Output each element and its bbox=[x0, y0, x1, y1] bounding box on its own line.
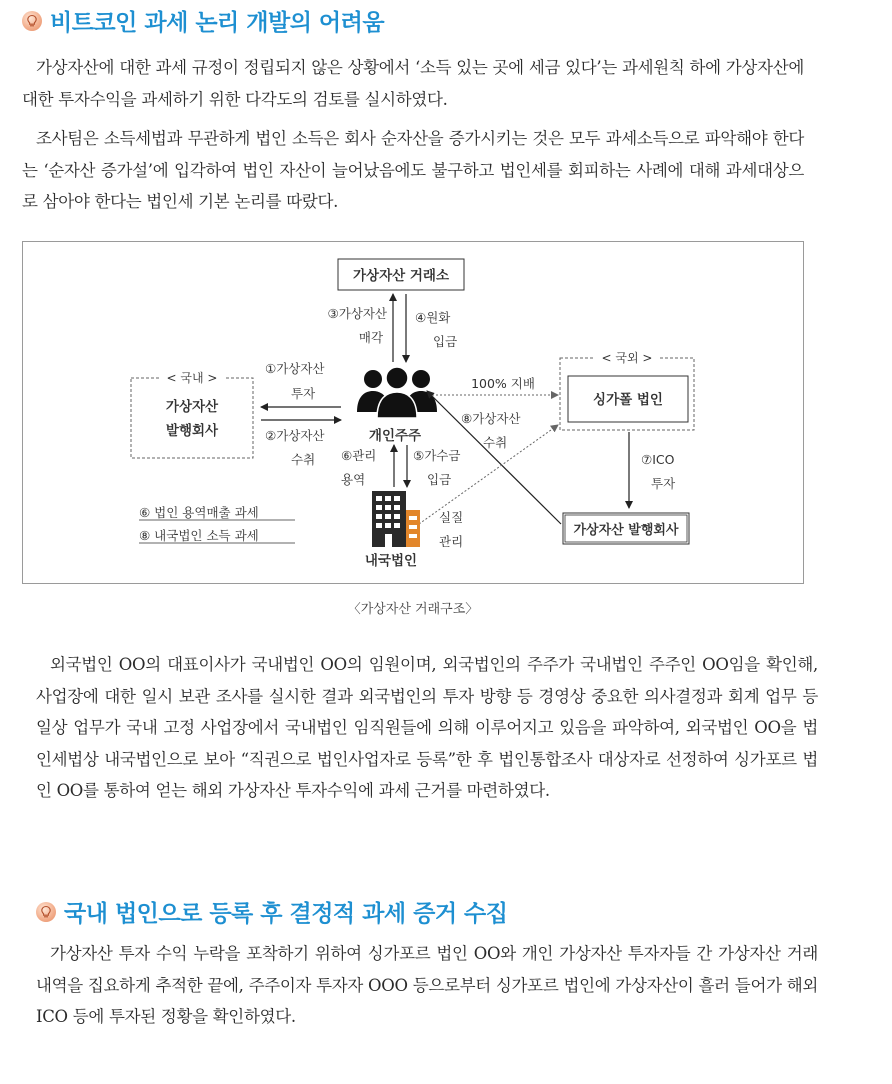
flow-8-line1: ⑧가상자산 bbox=[461, 411, 521, 426]
shareholder-label: 개인주주 bbox=[368, 428, 422, 444]
paragraph-foreign-corp: 외국법인 OO의 대표이사가 국내법인 OO의 임원이며, 외국법인의 주주가 국내법인 주주인 OO임을 확인해, 사업장에 대한 일시 보관 조사를 실시한 결과 외국법인의 투자 방향 등 경영상 중요한 의사결정과 회계 업무 등 일상 업무가 국내 고정 사업장에서 국내법인 임직원들에 의해 이루어지고 있음을 파악하여, 외국법인 OO을 법인세법상 내국법인으로 보아 “직권으로 법인사업자로 등록”한 후 법인통합조사 대상자로 선정하여 싱가포르 법인 OO를 통하여 얻는 해외 가상자산 투자수익에 과세 근거를 마련하였다. bbox=[36, 655, 818, 800]
domestic-corp-label: 내국법인 bbox=[364, 553, 418, 569]
foreign-issuer-label: 가상자산 발행회사 bbox=[573, 523, 679, 538]
building-icon bbox=[372, 491, 420, 547]
lightbulb-icon bbox=[22, 11, 42, 31]
paragraph-evidence: 가상자산 투자 수익 누락을 포착하기 위하여 싱가포르 법인 OO와 개인 가상자산 투자자들 간 가상자산 거래내역을 집요하게 추적한 끝에, 주주이자 투자자 OOO 등으로부터 싱가포르 법인에 가상자산이 흘러 들어가 해외 ICO 등에 투자된 정황을 확인하였다. bbox=[36, 944, 818, 1026]
people-icon bbox=[357, 367, 437, 418]
flow-8-line2: 수취 bbox=[483, 435, 508, 450]
domestic-group-label: < 국내 > bbox=[166, 371, 218, 385]
issuer-line1: 가상자산 bbox=[165, 399, 219, 415]
singapore-label: 싱가폴 법인 bbox=[593, 392, 663, 408]
note-8: ⑧ 내국법인 소득 과세 bbox=[139, 528, 259, 543]
flow-2-line2: 수취 bbox=[291, 452, 316, 467]
flow-4-line2: 입금 bbox=[433, 334, 458, 349]
note-6: ⑥ 법인 용역매출 과세 bbox=[139, 505, 259, 520]
flow-4-line1: ④원화 bbox=[415, 310, 451, 325]
flow-1-line1: ①가상자산 bbox=[265, 361, 325, 376]
flow-5-line2: 입금 bbox=[427, 472, 452, 487]
exchange-label: 가상자산 거래소 bbox=[353, 268, 449, 284]
lightbulb-icon bbox=[36, 902, 56, 922]
flow-2-line1: ②가상자산 bbox=[265, 428, 325, 443]
flow-6-line2: 용역 bbox=[341, 472, 366, 487]
flow-7-line2: 투자 bbox=[651, 476, 676, 491]
real-management-line2: 관리 bbox=[439, 534, 464, 549]
paragraph-intro-2: 조사팀은 소득세법과 무관하게 법인 소득은 회사 순자산을 증가시키는 것은 모두 과세소득으로 파악해야 한다는 ‘순자산 증가설’에 입각하여 법인 자산이 늘어났음에도 불구하고 법인세를 회피하는 사례에 대해 과세대상으로 삼아야 한다는 법인세 기본 논리를 따랐다. bbox=[22, 129, 804, 211]
flow-1-line2: 투자 bbox=[291, 386, 316, 401]
issuer-line2: 발행회사 bbox=[165, 423, 219, 439]
paragraph-intro-1: 가상자산에 대한 과세 규정이 정립되지 않은 상황에서 ‘소득 있는 곳에 세금 있다’는 과세원칙 하에 가상자산에 대한 투자수익을 과세하기 위한 다각도의 검토를 실시하였다. bbox=[22, 58, 804, 109]
flow-3-line2: 매각 bbox=[358, 330, 384, 345]
flow-3-line1: ③가상자산 bbox=[327, 306, 387, 321]
foreign-group-label: < 국외 > bbox=[601, 351, 653, 365]
real-management-line1: 실질 bbox=[439, 510, 464, 525]
diagram-caption: 〈가상자산 거래구조〉 bbox=[347, 602, 479, 617]
transaction-structure-diagram bbox=[22, 241, 804, 584]
section-heading-2 bbox=[36, 895, 507, 928]
flow-6-line1: ⑥관리 bbox=[341, 448, 377, 463]
domestic-group-box bbox=[131, 378, 253, 458]
flow-7-line1: ⑦ICO bbox=[641, 452, 675, 467]
section-title-2: 국내 법인으로 등록 후 결정적 과세 증거 수집 bbox=[64, 901, 508, 927]
section-heading-1 bbox=[22, 4, 384, 37]
ownership-label: 100% 지배 bbox=[471, 376, 535, 391]
flow-5-line1: ⑤가수금 bbox=[413, 448, 461, 463]
section-title-1: 비트코인 과세 논리 개발의 어려움 bbox=[50, 10, 385, 36]
